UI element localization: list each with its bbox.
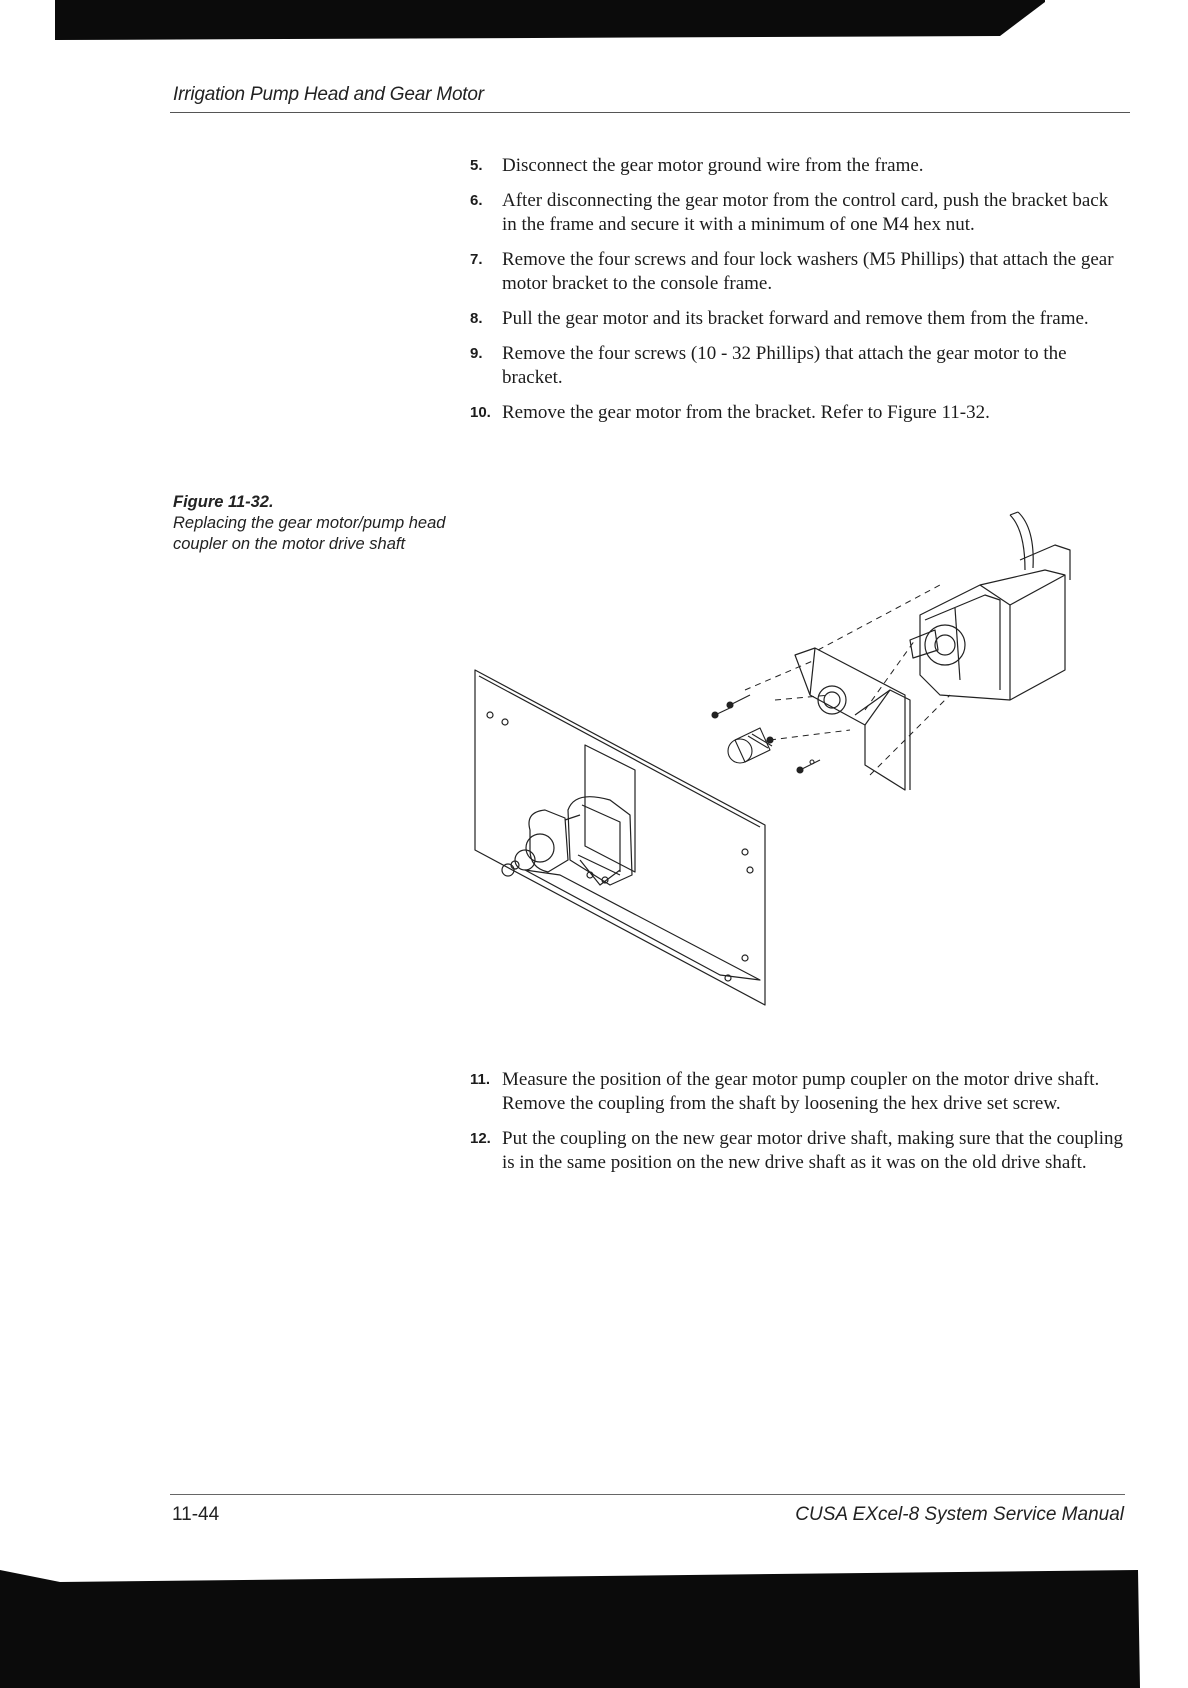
coupler-and-screws (712, 695, 820, 773)
step-text: Remove the four screws (10 - 32 Phillips) that attach the gear motor to the bracket. (502, 343, 1067, 388)
step-text: Disconnect the gear motor ground wire from the frame. (502, 155, 924, 176)
step-10 (470, 401, 1125, 425)
step-number: 7. (470, 251, 483, 268)
motor-bracket (795, 648, 910, 790)
step-number: 5. (470, 157, 483, 174)
step-number: 8. (470, 310, 483, 327)
page-number: 11-44 (172, 1504, 220, 1525)
step-number: 11. (470, 1071, 491, 1088)
step-text: Remove the four screws and four lock washers (M5 Phillips) that attach the gear motor bracket to the console frame. (502, 249, 1114, 294)
pump-head-assembly (502, 745, 635, 885)
step-number: 6. (470, 192, 483, 209)
scan-edge-top (55, 0, 1045, 40)
figure-label: Figure 11-32. (173, 493, 274, 511)
step-12 (470, 1127, 1125, 1175)
step-text: Remove the gear motor from the bracket. Refer to Figure 11-32. (502, 402, 990, 423)
procedure-steps-part-2 (470, 1068, 1125, 1186)
footer-rule (170, 1494, 1125, 1495)
step-7 (470, 248, 1125, 296)
step-11 (470, 1068, 1125, 1116)
figure-gear-motor-illustration (470, 500, 1135, 1010)
step-6 (470, 189, 1125, 237)
figure-caption-text: Replacing the gear motor/pump head coupler on the motor drive shaft (173, 514, 446, 553)
step-8 (470, 307, 1125, 331)
manual-title: CUSA EXcel-8 System Service Manual (795, 1504, 1124, 1525)
step-number: 9. (470, 345, 483, 362)
step-number: 10. (470, 404, 491, 421)
step-number: 12. (470, 1130, 491, 1147)
step-text: Pull the gear motor and its bracket forward and remove them from the frame. (502, 308, 1089, 329)
step-9 (470, 342, 1125, 390)
step-text: Measure the position of the gear motor pump coupler on the motor drive shaft. Remove the coupling from the shaft by loosening the hex drive set screw. (502, 1069, 1100, 1114)
procedure-steps-part-1 (470, 154, 1125, 436)
header-rule (170, 112, 1130, 113)
step-text: Put the coupling on the new gear motor drive shaft, making sure that the coupling is in the same position on the new drive shaft as it was on the old drive shaft. (502, 1128, 1124, 1173)
step-text: After disconnecting the gear motor from the control card, push the bracket back in the frame and secure it with a minimum of one M4 hex nut. (502, 190, 1109, 235)
scan-edge-bottom (0, 1560, 1188, 1688)
step-5 (470, 154, 1125, 178)
gear-motor (910, 512, 1070, 700)
running-head: Irrigation Pump Head and Gear Motor (173, 84, 484, 105)
figure-caption (173, 492, 453, 555)
